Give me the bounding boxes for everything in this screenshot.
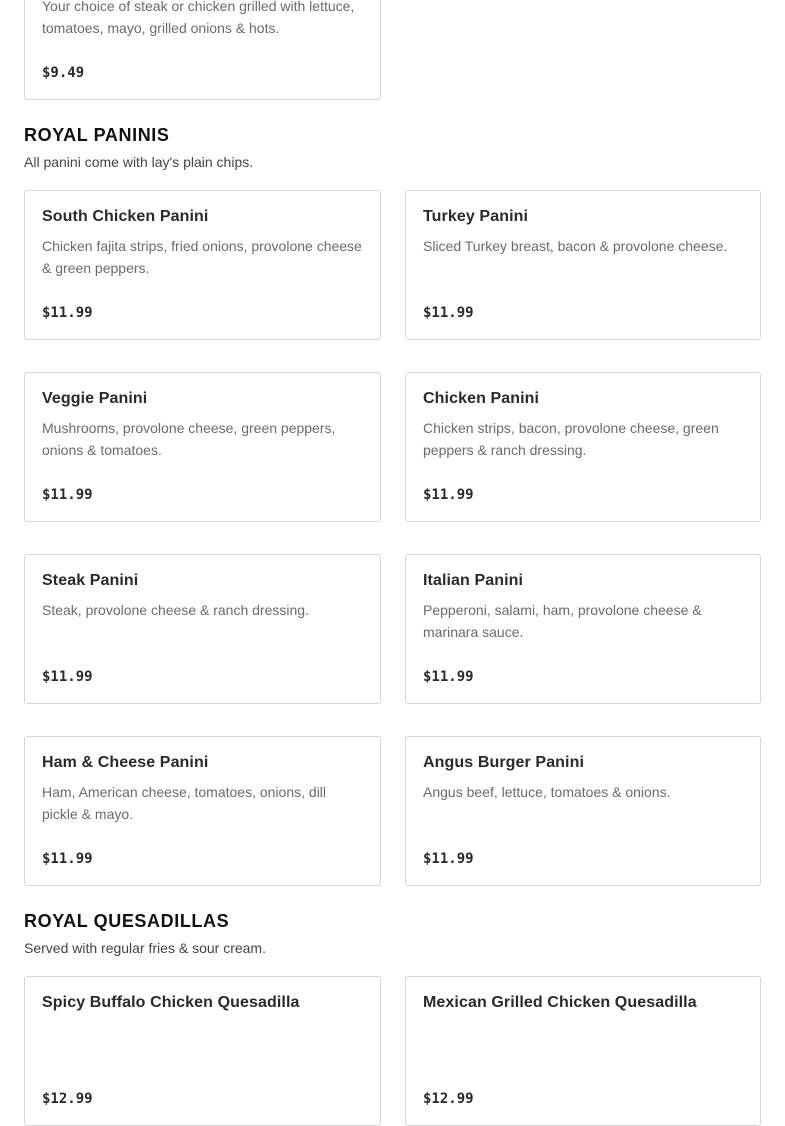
item-name: South Chicken Panini [42, 208, 209, 225]
item-description: Steak, provolone cheese & ranch dressing. [42, 602, 309, 618]
item-description: Mushrooms, provolone cheese, green peppers, onions & tomatoes. [42, 420, 336, 458]
menu-item-south-chicken-panini[interactable] [24, 190, 381, 340]
item-name: Chicken Panini [423, 390, 540, 407]
menu-item-chicken-panini[interactable] [405, 372, 761, 522]
item-name: Mexican Grilled Chicken Quesadilla [423, 994, 697, 1011]
item-price: $11.99 [42, 487, 93, 503]
item-price: $11.99 [42, 669, 93, 685]
item-price: $11.99 [42, 851, 93, 867]
menu-item-card[interactable] [24, 0, 381, 100]
item-price: $11.99 [42, 305, 93, 321]
item-name: Steak Panini [42, 572, 139, 589]
item-name: Turkey Panini [423, 208, 529, 225]
menu-item-ham-cheese-panini[interactable] [24, 736, 381, 886]
item-name: Angus Burger Panini [423, 754, 585, 771]
menu-item-mexican-grilled-chicken-quesadilla[interactable] [405, 976, 761, 1126]
item-price: $11.99 [423, 851, 474, 867]
menu-item-veggie-panini[interactable] [24, 372, 381, 522]
item-price: $9.49 [42, 65, 85, 81]
item-description: Your choice of steak or chicken grilled with lettuce, tomatoes, mayo, grilled onions & hots. [42, 0, 355, 36]
section-subtitle-royal-quesadillas: Served with regular fries & sour cream. [24, 940, 266, 956]
section-title-royal-quesadillas: ROYAL QUESADILLAS [24, 911, 230, 931]
item-description: Ham, American cheese, tomatoes, onions, dill pickle & mayo. [42, 784, 327, 822]
item-description: Pepperoni, salami, ham, provolone cheese & marinara sauce. [423, 602, 702, 640]
item-price: $11.99 [423, 305, 474, 321]
menu-item-spicy-buffalo-chicken-quesadilla[interactable] [24, 976, 381, 1126]
item-description: Angus beef, lettuce, tomatoes & onions. [423, 784, 671, 800]
menu-item-italian-panini[interactable] [405, 554, 761, 704]
section-title-royal-paninis: ROYAL PANINIS [24, 125, 170, 145]
item-price: $12.99 [423, 1091, 474, 1107]
item-price: $12.99 [42, 1091, 93, 1107]
menu-item-steak-panini[interactable] [24, 554, 381, 704]
item-name: Italian Panini [423, 572, 524, 589]
item-name: Spicy Buffalo Chicken Quesadilla [42, 994, 300, 1011]
item-price: $11.99 [423, 669, 474, 685]
item-price: $11.99 [423, 487, 474, 503]
item-description: Sliced Turkey breast, bacon & provolone cheese. [423, 238, 728, 254]
item-description: Chicken fajita strips, fried onions, provolone cheese & green peppers. [42, 238, 362, 276]
menu-item-angus-burger-panini[interactable] [405, 736, 761, 886]
menu-item-turkey-panini[interactable] [405, 190, 761, 340]
item-name: Ham & Cheese Panini [42, 754, 209, 771]
item-name: Veggie Panini [42, 390, 148, 407]
item-description: Chicken strips, bacon, provolone cheese, green peppers & ranch dressing. [423, 420, 719, 458]
section-subtitle-royal-paninis: All panini come with lay's plain chips. [24, 154, 254, 170]
